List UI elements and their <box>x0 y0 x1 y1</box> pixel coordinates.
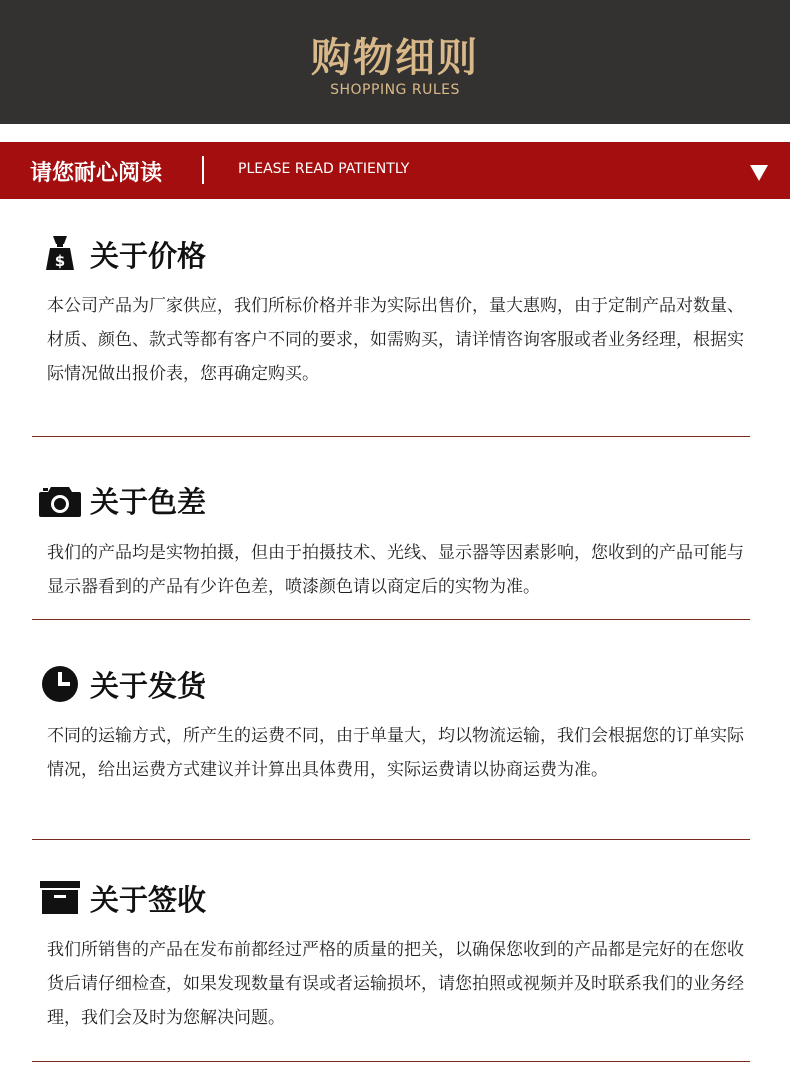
money-bag-icon <box>38 232 82 276</box>
section-receipt-body: 我们所销售的产品在发布前都经过严格的质量的把关，以确保您收到的产品都是完好的在您收货后请仔细检查，如果发现数量有误或者运输损坏，请您拍照或视频并及时联系我们的业务经理，我们会及时为您解决问题。 <box>47 940 744 1028</box>
section-color-body: 我们的产品均是实物拍摄，但由于拍摄技术、光线、显示器等因素影响，您收到的产品可能与显示器看到的产品有少许色差，喷漆颜色请以商定后的实物为准。 <box>47 543 744 597</box>
page-subtitle: SHOPPING RULES <box>330 82 460 98</box>
clock-icon <box>38 662 82 706</box>
section-price-body: 本公司产品为厂家供应，我们所标价格并非为实际出售价，量大惠购，由于定制产品对数量、材质、颜色、款式等都有客户不同的要求，如需购买，请详情咨询客服或者业务经理，根据实际情况做出报价表，您再确定购买。 <box>47 296 744 384</box>
read-patiently-banner <box>0 142 790 199</box>
divider-1 <box>32 436 750 437</box>
triangle-down-icon <box>748 163 770 183</box>
divider-2 <box>32 619 750 620</box>
section-shipping-title: 关于发货 <box>90 669 207 703</box>
section-shipping-body: 不同的运输方式，所产生的运费不同，由于单量大，均以物流运输，我们会根据您的订单实际情况，给出运费方式建议并计算出具体费用，实际运费请以协商运费为准。 <box>47 726 744 780</box>
camera-icon <box>38 478 82 522</box>
section-color-title: 关于色差 <box>90 485 207 519</box>
banner-title-cn: 请您耐心阅读 <box>30 161 163 186</box>
section-price-title: 关于价格 <box>90 239 207 273</box>
banner-divider <box>202 156 204 184</box>
page-title: 购物细则 <box>311 35 479 81</box>
page-header <box>0 0 790 124</box>
section-receipt-title: 关于签收 <box>90 883 207 917</box>
divider-4 <box>32 1061 750 1062</box>
banner-title-en: PLEASE READ PATIENTLY <box>238 161 410 177</box>
svg-text:$: $ <box>54 252 66 270</box>
box-icon <box>38 876 82 920</box>
divider-3 <box>32 839 750 840</box>
